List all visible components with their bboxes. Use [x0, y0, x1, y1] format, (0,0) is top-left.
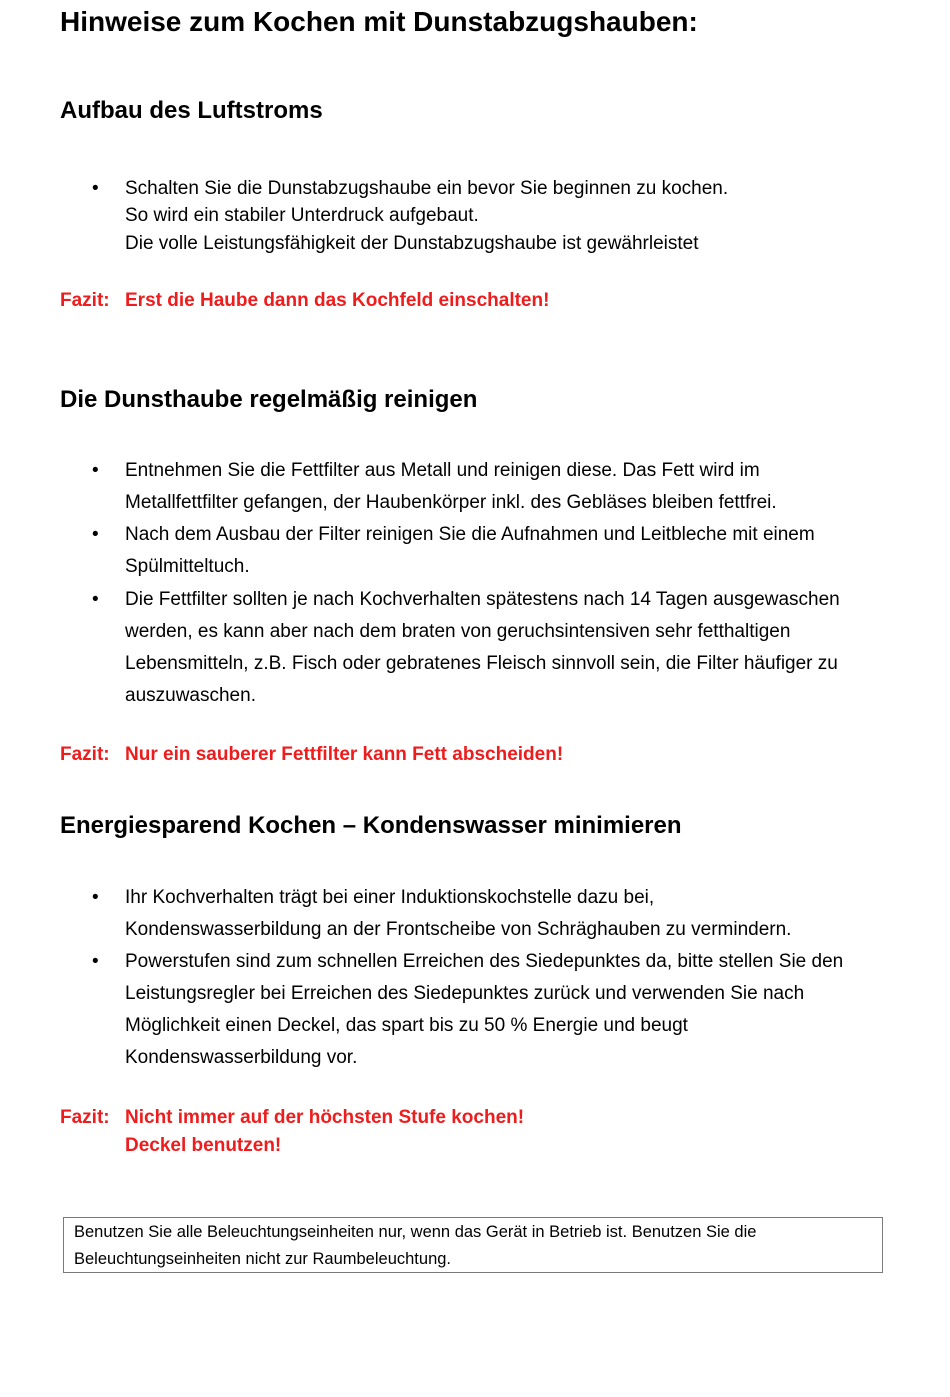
page-title: Hinweise zum Kochen mit Dunstabzugshauben:: [60, 6, 698, 37]
fazit-label: Fazit:: [60, 744, 110, 765]
list-item-line: Ihr Kochverhalten trägt bei einer Induktionskochstelle dazu bei,: [125, 887, 655, 908]
section-heading-energy: Energiesparend Kochen – Kondenswasser minimieren: [60, 812, 682, 839]
list-item-line: Kondenswasserbildung vor.: [125, 1047, 358, 1068]
fazit-text: Erst die Haube dann das Kochfeld einschalten!: [125, 290, 550, 311]
note-line: Beleuchtungseinheiten nicht zur Raumbeleuchtung.: [74, 1250, 452, 1268]
fazit-label: Fazit:: [60, 1107, 110, 1128]
section-heading-airflow: Aufbau des Luftstroms: [60, 97, 323, 124]
list-item-line: auszuwaschen.: [125, 685, 256, 706]
list-item-line: Nach dem Ausbau der Filter reinigen Sie die Aufnahmen und Leitbleche mit einem: [125, 524, 815, 545]
list-item-line: Die volle Leistungsfähigkeit der Dunstabzugshaube ist gewährleistet: [125, 233, 699, 254]
bullet-marker: •: [92, 524, 99, 545]
fazit-text: Nicht immer auf der höchsten Stufe kochen!: [125, 1107, 525, 1128]
bullet-marker: •: [92, 589, 99, 610]
list-item-line: Spülmitteltuch.: [125, 556, 250, 577]
list-item-line: So wird ein stabiler Unterdruck aufgebaut.: [125, 205, 479, 226]
list-item-line: Möglichkeit einen Deckel, das spart bis zu 50 % Energie und beugt: [125, 1015, 688, 1036]
list-item-line: Kondenswasserbildung an der Frontscheibe von Schräghauben zu vermindern.: [125, 919, 792, 940]
list-item-line: Schalten Sie die Dunstabzugshaube ein bevor Sie beginnen zu kochen.: [125, 178, 729, 199]
bullet-marker: •: [92, 951, 99, 972]
list-item-line: werden, es kann aber nach dem braten von geruchsintensiven sehr fetthaltigen: [125, 621, 791, 642]
bullet-marker: •: [92, 178, 99, 199]
fazit-text: Nur ein sauberer Fettfilter kann Fett abscheiden!: [125, 744, 564, 765]
list-item-line: Entnehmen Sie die Fettfilter aus Metall und reinigen diese. Das Fett wird im: [125, 460, 760, 481]
list-item-line: Leistungsregler bei Erreichen des Siedepunktes zurück und verwenden Sie nach: [125, 983, 805, 1004]
bullet-marker: •: [92, 460, 99, 481]
fazit-text: Deckel benutzen!: [125, 1135, 282, 1156]
lighting-note-box: [63, 1217, 883, 1273]
list-item-line: Metallfettfilter gefangen, der Haubenkörper inkl. des Gebläses bleiben fettfrei.: [125, 492, 777, 513]
list-item-line: Lebensmitteln, z.B. Fisch oder gebratenes Fleisch sinnvoll sein, die Filter häufiger zu: [125, 653, 838, 674]
section-heading-cleaning: Die Dunsthaube regelmäßig reinigen: [60, 386, 478, 413]
note-line: Benutzen Sie alle Beleuchtungseinheiten nur, wenn das Gerät in Betrieb ist. Benutzen Sie die: [74, 1223, 757, 1241]
bullet-marker: •: [92, 887, 99, 908]
list-item-line: Die Fettfilter sollten je nach Kochverhalten spätestens nach 14 Tagen ausgewaschen: [125, 589, 840, 610]
fazit-label: Fazit:: [60, 290, 110, 311]
list-item-line: Powerstufen sind zum schnellen Erreichen des Siedepunktes da, bitte stellen Sie den: [125, 951, 844, 972]
